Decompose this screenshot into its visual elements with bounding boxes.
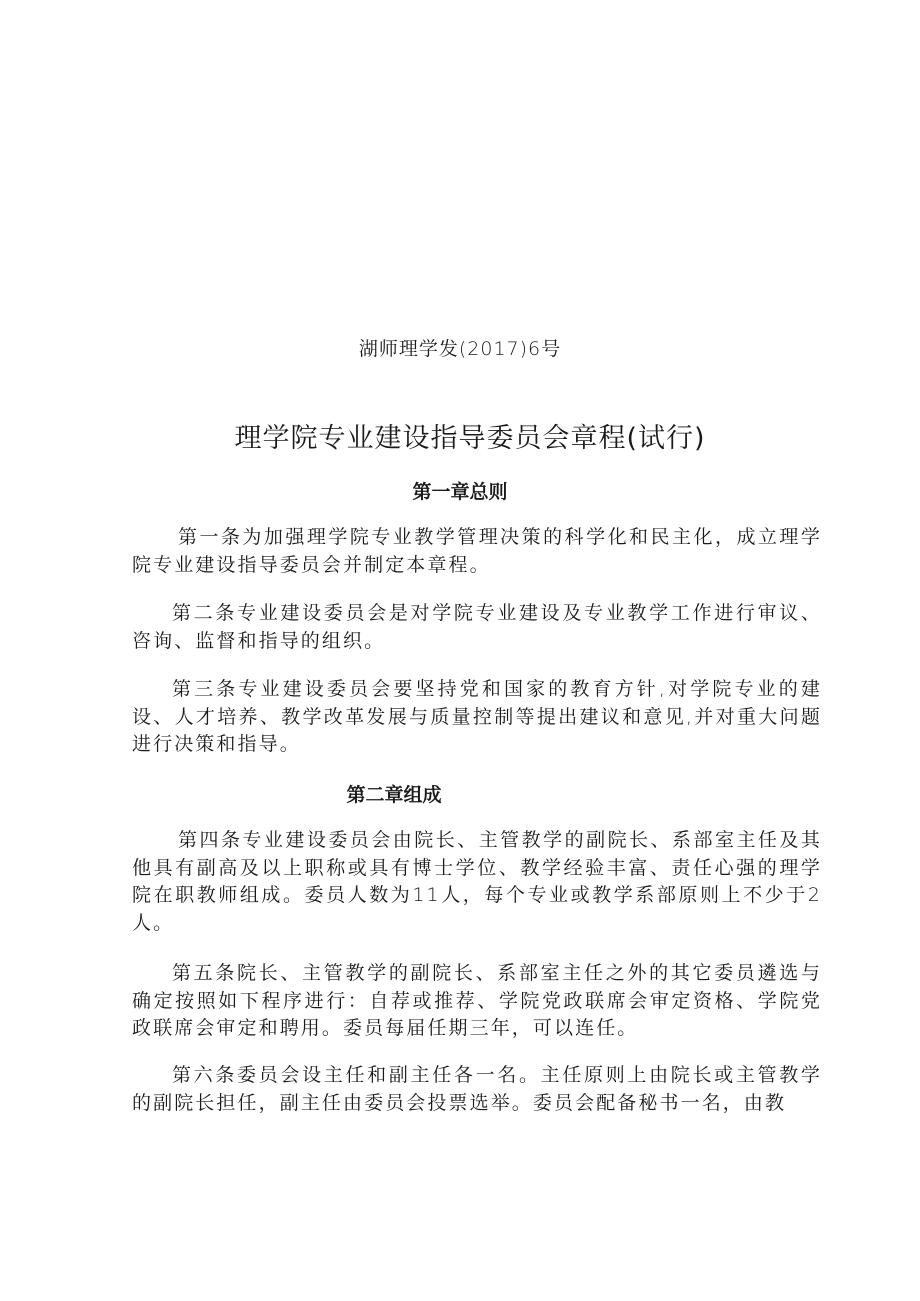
article-4: 第四条专业建设委员会由院长、主管教学的副院长、系部室主任及其他具有副高及以上职称或具有博士学位、教学经验丰富、责任心强的理学院在职教师组成。委员人数为11人，每个专业或教学系部原则上不少于2人。 <box>132 829 822 934</box>
article-1: 第一条为加强理学院专业教学管理决策的科学化和民主化，成立理学院专业建设指导委员会并制定本章程。 <box>132 526 822 576</box>
document-number: 湖师理学发(2017)6号 <box>358 338 562 360</box>
article-2: 第二条专业建设委员会是对学院专业建设及专业教学工作进行审议、咨询、监督和指导的组织。 <box>132 602 822 652</box>
article-6: 第六条委员会设主任和副主任各一名。主任原则上由院长或主管教学的副院长担任，副主任由委员会投票选举。委员会配备秘书一名，由教 <box>132 1064 822 1114</box>
article-3: 第三条专业建设委员会要坚持党和国家的教育方针,对学院专业的建设、人才培养、教学改革发展与质量控制等提出建议和意见,并对重大问题进行决策和指导。 <box>132 678 822 755</box>
document-title: 理学院专业建设指导委员会章程(试行) <box>234 423 706 454</box>
chapter-1-heading: 第一章总则 <box>412 481 508 503</box>
article-5: 第五条院长、主管教学的副院长、系部室主任之外的其它委员遴选与确定按照如下程序进行：自荐或推荐、学院党政联席会审定资格、学院党政联席会审定和聘用。委员每届任期三年，可以连任。 <box>132 962 822 1039</box>
chapter-2-heading: 第二章组成 <box>346 784 442 806</box>
